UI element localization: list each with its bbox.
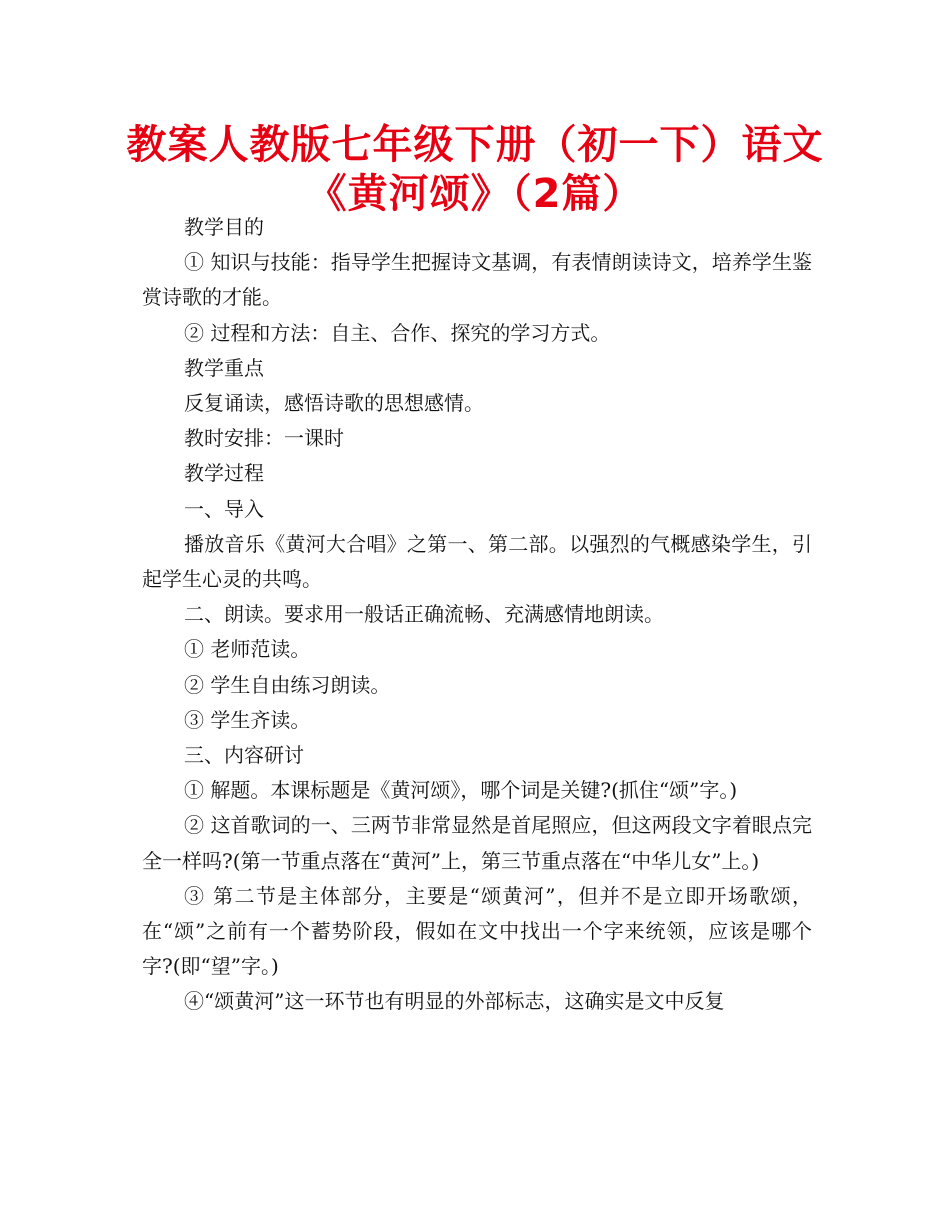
step-content-discussion-heading: 三、内容研讨	[184, 743, 304, 768]
section-heading-process: 教学过程	[184, 461, 264, 486]
document-body	[142, 210, 812, 1020]
section-heading-objectives: 教学目的	[184, 215, 264, 239]
reading-item-group: ③ 学生齐读。	[184, 707, 311, 732]
section-heading-key-points: 教学重点	[184, 355, 264, 380]
reading-item-teacher: ① 老师范读。	[184, 637, 311, 662]
document-title-line-1: 教案人教版七年级下册（初一下）语文	[126, 122, 824, 168]
step-reading-heading: 二、朗读。要求用一般话正确流畅、充满感情地朗读。	[184, 602, 664, 627]
discussion-item-4: ④“颂黄河”这一环节也有明显的外部标志，这确实是文中反复	[184, 989, 725, 1014]
reading-item-free-practice: ② 学生自由练习朗读。	[184, 672, 391, 697]
class-hours-text: 教时安排：一课时	[184, 426, 344, 451]
discussion-item-1: ① 解题。本课标题是《黄河颂》，哪个词是关键?(抓住“颂”字。)	[184, 778, 738, 803]
discussion-item-2: ② 这首歌词的一、三两节非常显然是首尾照应，但这两段文字着眼点完全一样吗?(第一节重点落在“黄河”上，第三节重点落在“中华儿女”上。)	[142, 813, 812, 873]
document-title-line-2: 《黄河颂》（2篇）	[306, 171, 644, 217]
key-points-text: 反复诵读，感悟诗歌的思想感情。	[184, 391, 484, 416]
objective-knowledge-skills: ① 知识与技能：指导学生把握诗文基调，有表情朗读诗文，培养学生鉴赏诗歌的才能。	[142, 250, 812, 310]
discussion-item-3: ③ 第二节是主体部分，主要是“颂黄河”，但并不是立即开场歌颂，在“颂”之前有一个蓄势阶段，假如在文中找出一个字来统领，应该是哪个字?(即“望”字。)	[142, 883, 812, 979]
step-introduction-heading: 一、导入	[184, 496, 264, 521]
objective-process-methods: ② 过程和方法：自主、合作、探究的学习方式。	[184, 320, 611, 345]
step-introduction-text: 播放音乐《黄河大合唱》之第一、第二部。以强烈的气概感染学生，引起学生心灵的共鸣。	[142, 531, 812, 592]
